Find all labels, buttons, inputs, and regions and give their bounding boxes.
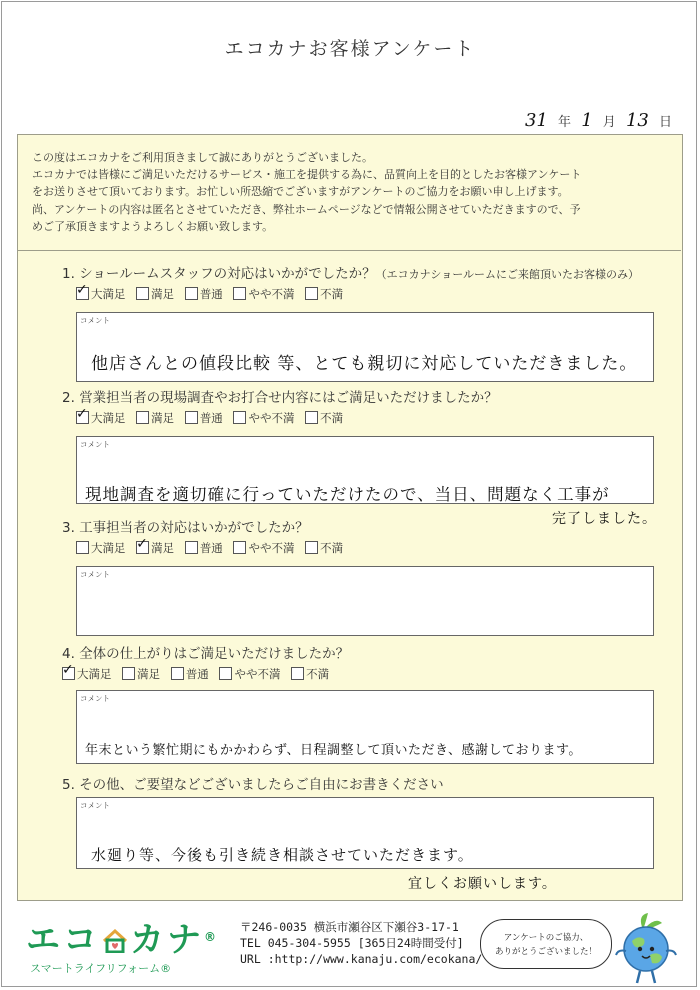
question-label: 工事担当者の対応はいかがでしたか？ bbox=[79, 520, 309, 536]
earth-mascot-icon bbox=[612, 911, 682, 987]
option-fuman[interactable] bbox=[291, 666, 329, 682]
checkbox[interactable] bbox=[185, 541, 198, 554]
intro-text bbox=[32, 149, 672, 235]
checkbox[interactable] bbox=[185, 411, 198, 424]
option-label: 普通 bbox=[185, 667, 209, 681]
option-yaya-fuman[interactable] bbox=[233, 286, 294, 302]
logo-wordmark bbox=[26, 919, 219, 958]
option-label: 不満 bbox=[306, 667, 330, 681]
checkbox[interactable] bbox=[136, 411, 149, 424]
intro-line: をお送りさせて頂いております。お忙しい所恐縮でございますがアンケートのご協力をお願い申し上げます。 bbox=[32, 185, 569, 199]
question-2-text bbox=[62, 386, 498, 406]
question-label: その他、ご要望などございましたらご自由にお書きください bbox=[79, 777, 444, 793]
checkbox[interactable] bbox=[136, 287, 149, 300]
bubble-line: アンケートのご協力、 bbox=[503, 933, 589, 943]
question-1-comment-box[interactable] bbox=[76, 312, 654, 382]
option-label: 大満足 bbox=[91, 287, 126, 301]
intro-line: この度はエコカナをご利用頂きまして誠にありがとうございました。 bbox=[32, 151, 373, 164]
logo-text-right: カナ bbox=[130, 920, 204, 960]
handwritten-answer: 他店さんとの値段比較 等、とても親切に対応していただきました。 bbox=[91, 354, 638, 374]
question-label: 全体の仕上がりはご満足いただけましたか？ bbox=[79, 646, 350, 662]
intro-line: エコカナでは皆様にご満足いただけるサービス・施工を提供する為に、品質向上を目的としたお客様アンケート bbox=[32, 168, 582, 182]
option-label: 満足 bbox=[151, 541, 175, 555]
logo-tagline: スマートライフリフォーム® bbox=[30, 962, 172, 975]
option-manzoku[interactable] bbox=[136, 540, 174, 556]
date-day-label: 日 bbox=[658, 115, 672, 130]
option-label: 不満 bbox=[320, 411, 344, 425]
ecokana-logo bbox=[26, 919, 219, 976]
comment-label: コメント bbox=[80, 440, 110, 449]
survey-date bbox=[525, 110, 678, 131]
option-yaya-fuman[interactable] bbox=[219, 666, 280, 682]
checkbox[interactable] bbox=[305, 541, 318, 554]
address-line: 〒246-0035 横浜市瀬谷区下瀬谷3-17-1 bbox=[240, 920, 459, 934]
question-number: 4. bbox=[62, 646, 75, 662]
checkbox[interactable] bbox=[233, 411, 246, 424]
checkbox-checked[interactable] bbox=[62, 667, 75, 680]
comment-label: コメント bbox=[80, 801, 110, 810]
intro-line: 尚、アンケートの内容は匿名とさせていただき、弊社ホームページなどで情報公開させていただきますので、予 bbox=[32, 202, 581, 216]
question-5-comment-box[interactable] bbox=[76, 797, 654, 869]
option-label: 不満 bbox=[320, 541, 344, 555]
company-address bbox=[240, 919, 482, 967]
question-3-options bbox=[76, 540, 350, 556]
option-futsuu[interactable] bbox=[185, 540, 223, 556]
option-fuman[interactable] bbox=[305, 286, 343, 302]
option-fuman[interactable] bbox=[305, 410, 343, 426]
handwritten-answer: 現地調査を適切確に行っていただけたので、当日、問題なく工事が bbox=[85, 485, 610, 504]
question-2-options bbox=[76, 410, 350, 426]
checkbox[interactable] bbox=[305, 287, 318, 300]
comment-label: コメント bbox=[80, 694, 110, 703]
option-label: 大満足 bbox=[91, 541, 126, 555]
option-manzoku[interactable] bbox=[136, 410, 174, 426]
question-label: 営業担当者の現場調査やお打合せ内容にはご満足いただけましたか？ bbox=[79, 390, 498, 406]
question-4-comment-box[interactable] bbox=[76, 690, 654, 764]
option-label: 普通 bbox=[199, 287, 223, 301]
checkbox-checked[interactable] bbox=[76, 287, 89, 300]
url-line[interactable]: URL :http://www.kanaju.com/ecokana/ bbox=[240, 952, 483, 966]
option-label: 不満 bbox=[320, 287, 344, 301]
question-1-text bbox=[62, 262, 639, 282]
option-futsuu[interactable] bbox=[185, 286, 223, 302]
question-number: 1. bbox=[62, 266, 75, 282]
checkbox[interactable] bbox=[233, 541, 246, 554]
handwritten-answer-overflow: 完了しました。 bbox=[552, 511, 657, 527]
bubble-line: ありがとうございました！ bbox=[494, 947, 597, 957]
option-label: 満足 bbox=[137, 667, 161, 681]
option-dai-manzoku[interactable] bbox=[76, 410, 126, 426]
question-1-options bbox=[76, 286, 350, 302]
option-futsuu[interactable] bbox=[171, 666, 209, 682]
checkbox[interactable] bbox=[305, 411, 318, 424]
option-label: 満足 bbox=[151, 411, 175, 425]
question-3-comment-box[interactable] bbox=[76, 566, 654, 636]
intro-divider bbox=[18, 250, 681, 251]
checkbox[interactable] bbox=[76, 541, 89, 554]
option-yaya-fuman[interactable] bbox=[233, 540, 294, 556]
question-label: ショールームスタッフの対応はいかがでしたか？ bbox=[79, 266, 376, 282]
option-label: 普通 bbox=[199, 541, 223, 555]
date-year-label: 年 bbox=[558, 115, 572, 130]
checkbox-checked[interactable] bbox=[136, 541, 149, 554]
checkbox[interactable] bbox=[185, 287, 198, 300]
question-4-options bbox=[62, 666, 336, 682]
page-title: エコカナお客様アンケート bbox=[224, 38, 476, 60]
option-dai-manzoku[interactable] bbox=[76, 286, 126, 302]
option-label: やや不満 bbox=[248, 411, 295, 425]
checkbox[interactable] bbox=[219, 667, 232, 680]
checkbox[interactable] bbox=[233, 287, 246, 300]
logo-text-left: エコ bbox=[26, 920, 100, 960]
date-month-label: 月 bbox=[602, 115, 616, 130]
checkbox-checked[interactable] bbox=[76, 411, 89, 424]
comment-label: コメント bbox=[80, 316, 110, 325]
option-dai-manzoku[interactable] bbox=[62, 666, 112, 682]
checkbox[interactable] bbox=[122, 667, 135, 680]
option-label: 大満足 bbox=[91, 411, 126, 425]
question-number: 2. bbox=[62, 390, 75, 406]
survey-panel bbox=[17, 134, 683, 901]
question-note: （エコカナショールームにご来館頂いたお客様のみ） bbox=[375, 268, 639, 281]
option-fuman[interactable] bbox=[305, 540, 343, 556]
option-label: やや不満 bbox=[248, 541, 295, 555]
option-manzoku[interactable] bbox=[122, 666, 160, 682]
footer bbox=[0, 905, 700, 990]
date-month: 1 bbox=[581, 110, 593, 131]
intro-line: めご了承頂きますようよろしくお願い致します。 bbox=[32, 219, 274, 233]
registered-mark: ® bbox=[204, 930, 219, 944]
handwritten-answer: 年末という繁忙期にもかかわらず、日程調整して頂いただき、感謝しております。 bbox=[85, 743, 582, 758]
option-label: 大満足 bbox=[77, 667, 112, 681]
option-label: 普通 bbox=[199, 411, 223, 425]
handwritten-answer: 水廻り等、今後も引き続き相談させていただきます。 bbox=[91, 846, 474, 864]
thanks-speech-bubble bbox=[480, 919, 612, 969]
question-3-text bbox=[62, 516, 309, 536]
question-2-comment-box[interactable] bbox=[76, 436, 654, 504]
option-label: やや不満 bbox=[248, 287, 295, 301]
date-year: 31 bbox=[524, 110, 548, 131]
option-label: やや不満 bbox=[234, 667, 281, 681]
checkbox[interactable] bbox=[171, 667, 184, 680]
question-number: 3. bbox=[62, 520, 75, 536]
tel-line: TEL 045-304-5955 [365日24時間受付] bbox=[240, 936, 464, 950]
house-icon bbox=[102, 929, 128, 953]
question-4-text bbox=[62, 642, 349, 662]
option-label: 満足 bbox=[151, 287, 175, 301]
option-yaya-fuman[interactable] bbox=[233, 410, 294, 426]
option-futsuu[interactable] bbox=[185, 410, 223, 426]
question-5-text bbox=[62, 773, 444, 793]
option-manzoku[interactable] bbox=[136, 286, 174, 302]
date-day: 13 bbox=[625, 110, 649, 131]
checkbox[interactable] bbox=[291, 667, 304, 680]
comment-label: コメント bbox=[80, 570, 110, 579]
handwritten-answer-overflow: 宜しくお願いします。 bbox=[408, 876, 557, 892]
option-dai-manzoku[interactable] bbox=[76, 540, 126, 556]
question-number: 5. bbox=[62, 777, 75, 793]
